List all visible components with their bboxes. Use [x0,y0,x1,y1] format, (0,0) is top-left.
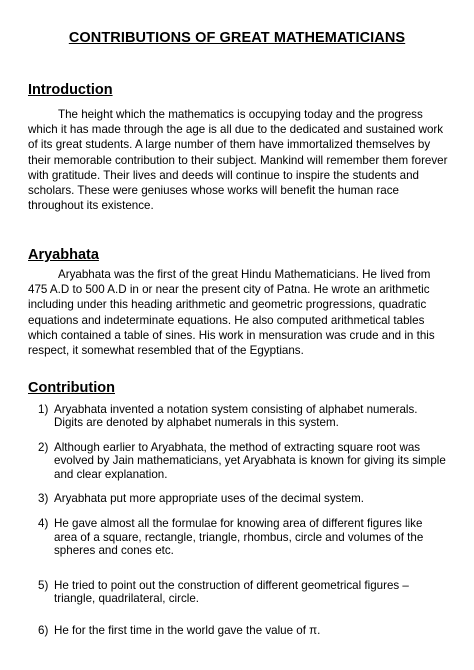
list-item-text: He for the first time in the world gave the value of π. [54,624,321,638]
contribution-heading: Contribution [28,380,115,396]
aryabhata-heading: Aryabhata [28,247,99,263]
list-item [28,624,448,637]
aryabhata-paragraph: Aryabhata was the first of the great Hindu Mathematicians. He lived from 475 A.D to 500 A.D in or near the present city of Patna. He wrote an arithmetic including under this heading arithmetic and geometric progressions, quadratic equations and indeterminate equations. He also computed arithmetical tables which contained a table of sines. His work in mensuration was crude and in this respect, it somewhat resembled that of the Egyptians. [28,268,435,358]
list-item-text: Although earlier to Aryabhata, the method of extracting square root was evolved by Jain mathematicians, yet Aryabhata is known for giving its simple and clear explanation. [54,440,446,481]
list-item-number: 6) [38,624,49,638]
list-item-text: Aryabhata invented a notation system consisting of alphabet numerals. Digits are denoted by alphabet numerals in this system. [54,403,418,430]
contribution-list [28,403,448,638]
list-item-text: He gave almost all the formulae for knowing area of different figures like area of a square, rectangle, triangle, rhombus, circle and volumes of the spheres and cones etc. [54,517,424,558]
document-title: CONTRIBUTIONS OF GREAT MATHEMATICIANS [68,30,406,46]
list-item [28,579,448,606]
list-item-number: 4) [38,517,49,531]
list-item [28,492,448,505]
list-item [28,441,448,481]
list-item-number: 1) [38,403,49,416]
list-item-number: 5) [38,578,49,592]
list-item-number: 2) [38,440,49,454]
list-item [28,517,448,557]
introduction-paragraph: The height which the mathematics is occupying today and the progress which it has made through the age is all due to the dedicated and sustained work of its great students. A large number of them have immortalized themselves by their memorable contribution to their subject. Mankind will remember them forever with gratitude. Their lives and deeds will continue to inspire the students and scholars. These were geniuses whose works will benefit the human race throughout its existence. [28,108,448,213]
list-item-text: He tried to point out the construction of different geometrical figures –triangle, quadrilateral, circle. [54,578,409,606]
list-item-text: Aryabhata put more appropriate uses of the decimal system. [54,492,364,506]
introduction-heading: Introduction [28,82,113,98]
list-item [28,403,448,430]
list-item-number: 3) [38,492,49,506]
